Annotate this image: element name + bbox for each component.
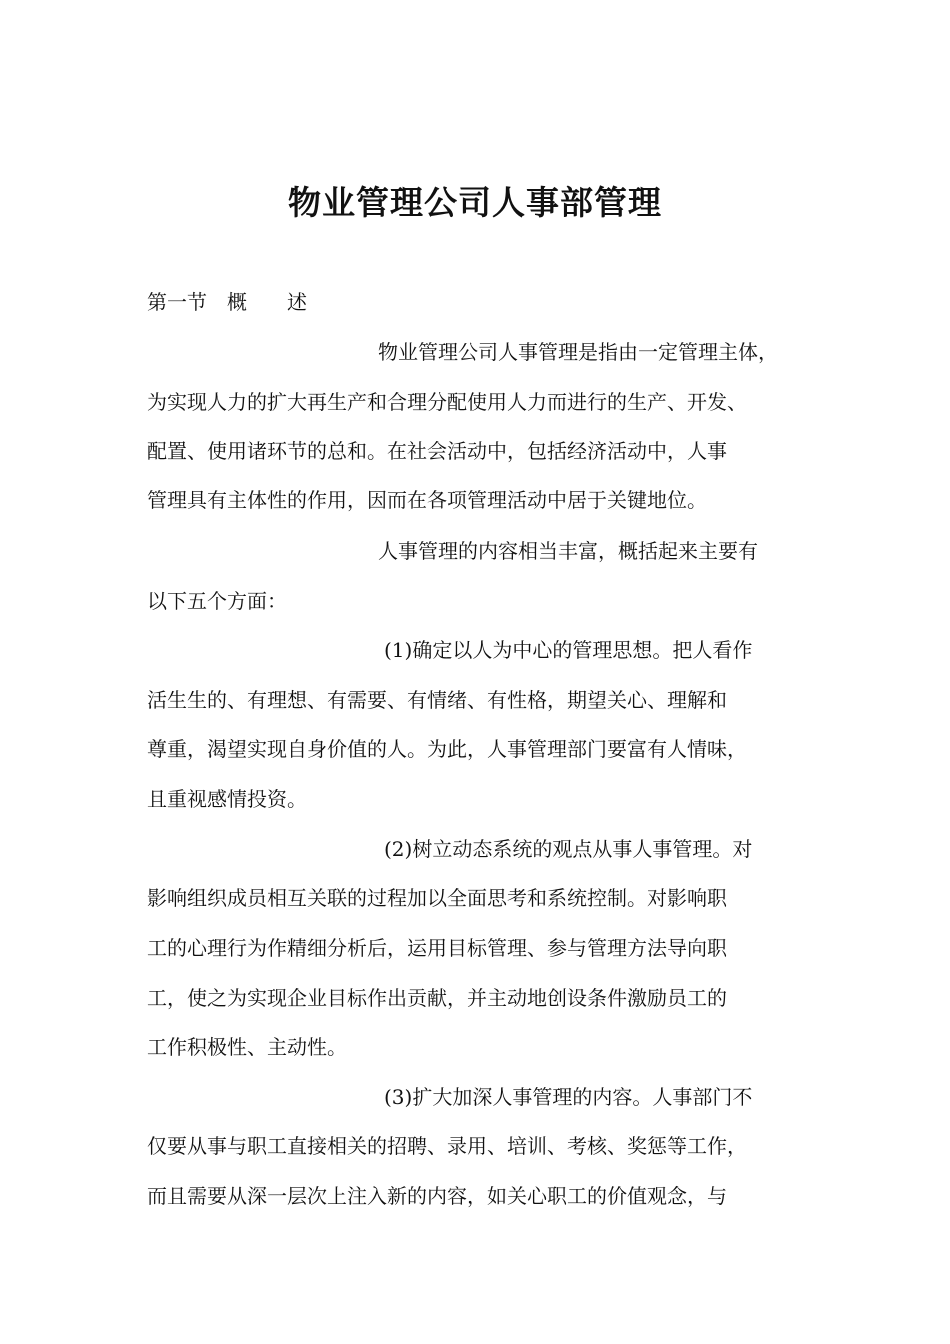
paragraph-line: 工的心理行为作精细分析后，运用目标管理、参与管理方法导向职 [147,936,727,960]
paragraph-line: 而且需要从深一层次上注入新的内容，如关心职工的价值观念，与 [147,1184,727,1208]
paragraph-line: (3)扩大加深人事管理的内容。人事部门不 [384,1085,753,1109]
paragraph-line: (1)确定以人为中心的管理思想。把人看作 [384,638,753,662]
document-title: 物业管理公司人事部管理 [288,183,662,222]
paragraph-line: 物业管理公司人事管理是指由一定管理主体， [378,340,778,364]
paragraph-line: 仅要从事与职工直接相关的招聘、录用、培训、考核、奖惩等工作， [147,1134,747,1158]
paragraph-line: 工，使之为实现企业目标作出贡献，并主动地创设条件激励员工的 [147,986,727,1010]
paragraph-line: 且重视感情投资。 [147,787,307,811]
paragraph-line: 活生生的、有理想、有需要、有情绪、有性格，期望关心、理解和 [147,688,727,712]
paragraph-line: 人事管理的内容相当丰富，概括起来主要有 [378,539,758,563]
paragraph-line: 以下五个方面： [147,589,287,613]
paragraph-line: (2)树立动态系统的观点从事人事管理。对 [384,837,753,861]
paragraph-line: 为实现人力的扩大再生产和合理分配使用人力而进行的生产、开发、 [147,390,747,414]
paragraph-line: 影响组织成员相互关联的过程加以全面思考和系统控制。对影响职 [147,886,727,910]
paragraph-line: 尊重，渴望实现自身价值的人。为此，人事管理部门要富有人情味， [147,737,747,761]
section-heading: 第一节 概 述 [147,290,307,314]
paragraph-line: 管理具有主体性的作用，因而在各项管理活动中居于关键地位。 [147,488,707,512]
paragraph-line: 工作积极性、主动性。 [147,1035,347,1059]
paragraph-line: 配置、使用诸环节的总和。在社会活动中，包括经济活动中，人事 [147,439,727,463]
